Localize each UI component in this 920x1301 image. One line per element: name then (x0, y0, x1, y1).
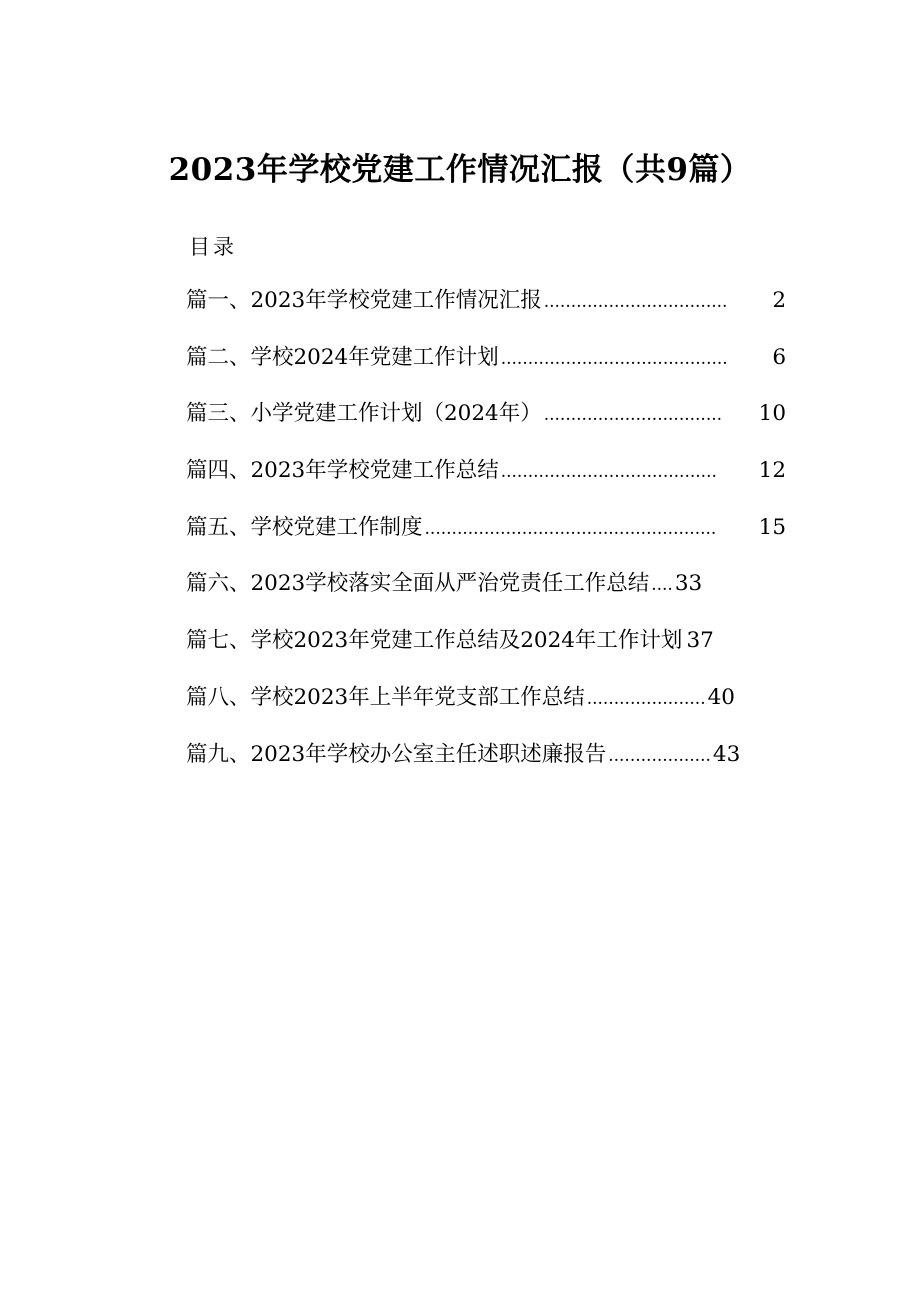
toc-entry-label: 篇七、学校2023年党建工作总结及2024年工作计划 (186, 628, 683, 654)
toc-entry[interactable] (186, 284, 786, 341)
toc-page-number: 12 (758, 458, 786, 484)
toc-entry[interactable] (186, 738, 786, 795)
toc-page-number: 40 (707, 684, 735, 710)
toc-entry[interactable] (186, 454, 786, 511)
toc-entry[interactable] (186, 567, 786, 624)
toc-leader-dots: ........................................ (500, 462, 717, 483)
toc-entry-label: 篇八、学校2023年上半年党支部工作总结 (186, 684, 585, 710)
toc-page-number: 37 (686, 628, 714, 654)
toc-page-number: 15 (758, 514, 786, 540)
table-of-contents (186, 284, 786, 794)
toc-entry-label: 篇五、学校党建工作制度 (186, 514, 423, 540)
toc-leader-dots: ................................. (543, 405, 723, 426)
toc-entry[interactable] (186, 397, 786, 454)
toc-entry[interactable] (186, 511, 786, 568)
toc-leader-dots: ................... (608, 745, 711, 766)
toc-leader-dots: ...................... (586, 688, 706, 709)
toc-entry-label: 篇二、学校2024年党建工作计划 (186, 344, 499, 370)
toc-entry[interactable] (186, 681, 786, 738)
toc-entry-label: 篇一、2023年学校党建工作情况汇报 (186, 288, 542, 313)
toc-page-number: 2 (772, 288, 786, 313)
toc-leader-dots: .................................. (543, 292, 728, 312)
toc-page-number: 10 (758, 401, 786, 427)
toc-page-number: 33 (674, 571, 703, 597)
toc-entry-label: 篇六、2023学校落实全面从严治党责任工作总结 (186, 571, 650, 597)
toc-entry-label: 篇九、2023年学校办公室主任述职述廉报告 (186, 741, 607, 767)
toc-leader-dots: .... (651, 575, 673, 596)
toc-page-number: 43 (712, 741, 741, 767)
toc-entry[interactable] (186, 624, 786, 681)
toc-heading: 目录 (189, 235, 237, 259)
toc-entry-label: 篇四、2023年学校党建工作总结 (186, 458, 499, 484)
toc-leader-dots: ...................................................... (424, 518, 717, 539)
toc-leader-dots: .......................................... (500, 348, 728, 369)
document-title: 2023年学校党建工作情况汇报（共9篇） (168, 152, 752, 188)
toc-entry-label: 篇三、小学党建工作计划（2024年） (186, 401, 542, 427)
toc-entry[interactable] (186, 341, 786, 398)
toc-page-number: 6 (772, 344, 786, 370)
